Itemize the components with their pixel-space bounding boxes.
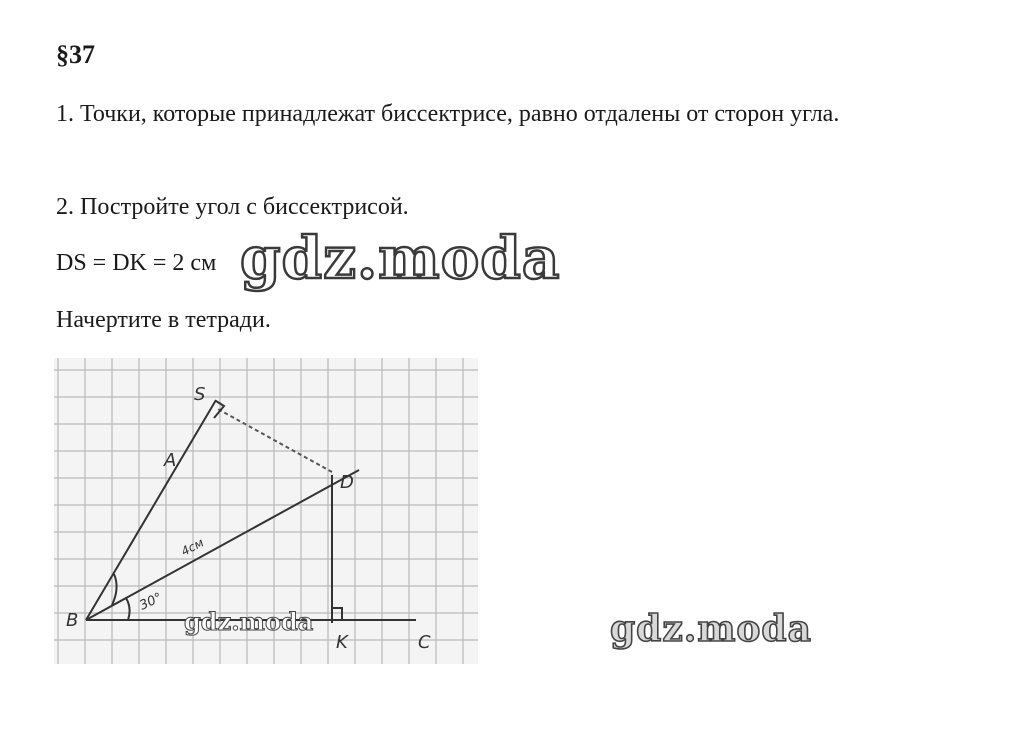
notebook-drawing [54,358,478,664]
label-k: K [336,632,348,653]
section-number: §37 [56,40,95,69]
paragraph-4: Начертите в тетради. [56,307,271,333]
paragraph-3: DS = DK = 2 см [56,250,217,276]
label-c: C [418,632,431,653]
label-a: A [164,450,177,471]
label-length: 4см [178,535,206,559]
watermark-medium: gdz.moda [610,608,812,650]
watermark-large: gdz.moda [240,224,561,292]
label-angle: 30° [137,590,165,614]
construction-svg [54,358,478,664]
watermark-small: gdz.moda [184,607,314,636]
label-b: B [66,610,79,631]
paragraph-1: 1. Точки, которые принадлежат биссектрисе, равно отдалены от сторон угла. [56,101,840,127]
label-d: D [340,472,354,493]
paragraph-2: 2. Постройте угол с биссектрисой. [56,194,409,220]
label-s: S [194,384,206,405]
